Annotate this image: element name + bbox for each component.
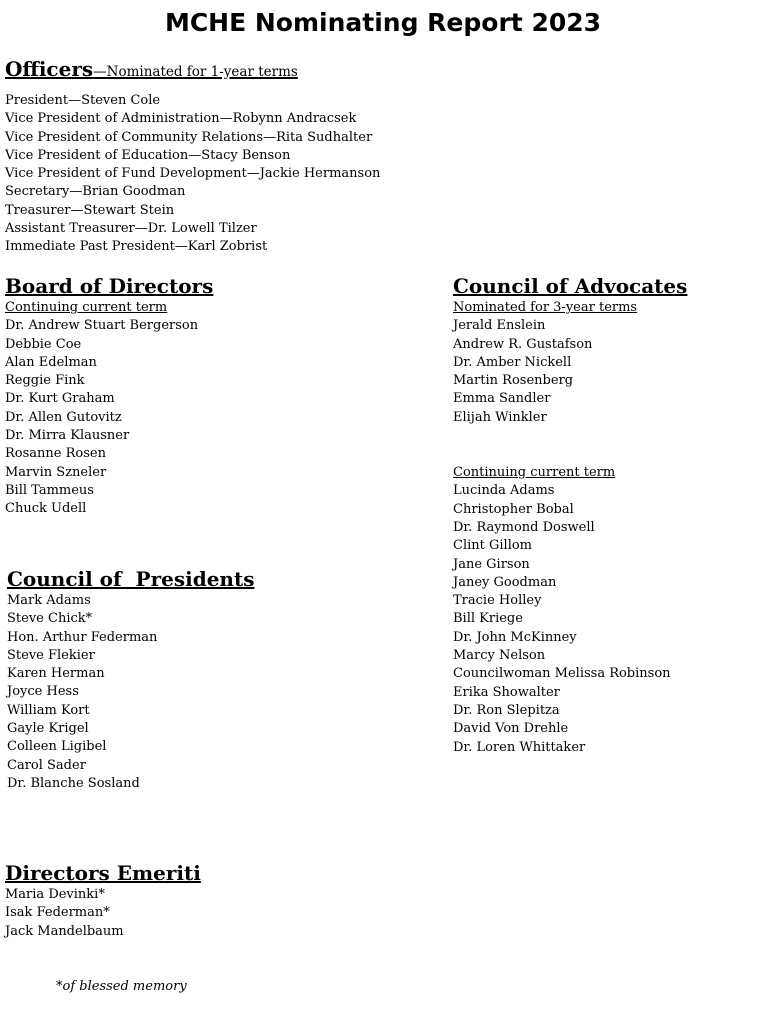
board-member: Debbie Coe — [5, 336, 82, 352]
advocates-heading: Council of Advocates — [453, 274, 688, 298]
board-member: Dr. Mirra Klausner — [5, 428, 130, 444]
officer-item: Vice President of Fund Development—Jackie Hermanson — [5, 166, 381, 182]
emeritus-member: Maria Devinki* — [5, 887, 105, 902]
board-subheading: Continuing current term — [5, 300, 168, 315]
advocate-member: Dr. John McKinney — [453, 629, 577, 645]
presidents-list — [7, 592, 254, 793]
advocates-nominated-subheading: Nominated for 3-year terms — [453, 300, 638, 315]
board-heading: Board of Directors — [5, 274, 214, 298]
board-member: Chuck Udell — [5, 501, 87, 517]
page-title: MCHE Nominating Report 2023 — [164, 8, 602, 37]
officer-item: Secretary—Brian Goodman — [5, 184, 186, 200]
president-member: Carol Sader — [7, 757, 86, 773]
advocate-member: Marcy Nelson — [453, 648, 546, 664]
advocate-member: Dr. Loren Whittaker — [453, 739, 586, 755]
advocate-member: Christopher Bobal — [453, 501, 574, 517]
advocate-member: Erika Showalter — [453, 684, 560, 700]
board-member: Bill Tammeus — [5, 482, 94, 498]
officer-item: Immediate Past President—Karl Zobrist — [5, 239, 268, 255]
advocate-member: Dr. Ron Slepitza — [453, 702, 560, 718]
board-member: Reggie Fink — [5, 373, 85, 389]
board-member: Rosanne Rosen — [5, 446, 106, 462]
presidents-heading: Council of Presidents — [7, 567, 255, 591]
president-member: William Kort — [7, 702, 90, 718]
board-member: Dr. Andrew Stuart Bergerson — [5, 318, 199, 334]
advocate-member: Lucinda Adams — [453, 483, 555, 499]
officers-section — [5, 56, 380, 257]
advocate-nominee: Martin Rosenberg — [453, 373, 574, 389]
president-member: Joyce Hess — [7, 684, 79, 700]
board-member: Dr. Allen Gutovitz — [5, 409, 122, 425]
advocate-nominee: Emma Sandler — [453, 391, 551, 407]
officer-item: Vice President of Community Relations—Rita Sudhalter — [5, 129, 373, 145]
advocate-member: Bill Kriege — [453, 611, 523, 627]
president-member: Hon. Arthur Federman — [7, 629, 158, 645]
advocate-member: Dr. Raymond Doswell — [453, 519, 595, 535]
advocate-member: David Von Drehle — [453, 721, 569, 737]
board-list — [5, 317, 213, 518]
officers-heading — [5, 56, 380, 85]
board-section — [5, 273, 213, 519]
board-member: Alan Edelman — [5, 354, 97, 370]
officers-list — [5, 92, 380, 257]
emeritus-member: Jack Mandelbaum — [5, 923, 124, 939]
advocate-nominee: Andrew R. Gustafson — [453, 336, 593, 352]
president-member: Mark Adams — [7, 593, 91, 608]
officers-term-note: —Nominated for 1-year terms — [93, 64, 298, 80]
officer-item: President—Steven Cole — [5, 93, 161, 108]
advocate-member: Janey Goodman — [453, 574, 557, 590]
advocates-nominated-list — [453, 317, 687, 427]
advocates-continuing-subheading: Continuing current term — [453, 465, 616, 481]
officer-item: Vice President of Education—Stacy Benson — [5, 147, 291, 163]
officers-heading-text: Officers — [5, 57, 94, 81]
presidents-section — [7, 566, 254, 793]
president-member: Dr. Blanche Sosland — [7, 775, 140, 791]
advocates-section — [453, 273, 687, 757]
advocates-continuing-list — [453, 482, 687, 756]
advocate-nominee: Dr. Amber Nickell — [453, 354, 572, 370]
officer-item: Assistant Treasurer—Dr. Lowell Tilzer — [5, 221, 257, 237]
president-member: Steve Flekier — [7, 647, 95, 663]
advocate-member: Tracie Holley — [453, 593, 542, 609]
president-member: Colleen Ligibel — [7, 739, 107, 755]
emeriti-section — [5, 860, 201, 941]
emeriti-heading: Directors Emeriti — [5, 861, 201, 885]
president-member: Steve Chick* — [7, 611, 93, 627]
officer-item: Treasurer—Stewart Stein — [5, 202, 175, 218]
advocate-nominee: Elijah Winkler — [453, 409, 547, 425]
board-member: Dr. Kurt Graham — [5, 391, 115, 407]
board-member: Marvin Szneler — [5, 464, 107, 480]
advocate-member: Clint Gillom — [453, 538, 533, 554]
president-member: Karen Herman — [7, 666, 105, 682]
advocate-member: Councilwoman Melissa Robinson — [453, 666, 671, 682]
officer-item: Vice President of Administration—Robynn Andracsek — [5, 111, 357, 127]
emeritus-member: Isak Federman* — [5, 905, 110, 921]
president-member: Gayle Krigel — [7, 721, 89, 737]
advocate-member: Jane Girson — [453, 556, 530, 572]
advocate-nominee: Jerald Enslein — [453, 318, 546, 334]
emeriti-list — [5, 886, 201, 941]
footnote: *of blessed memory — [56, 979, 187, 994]
